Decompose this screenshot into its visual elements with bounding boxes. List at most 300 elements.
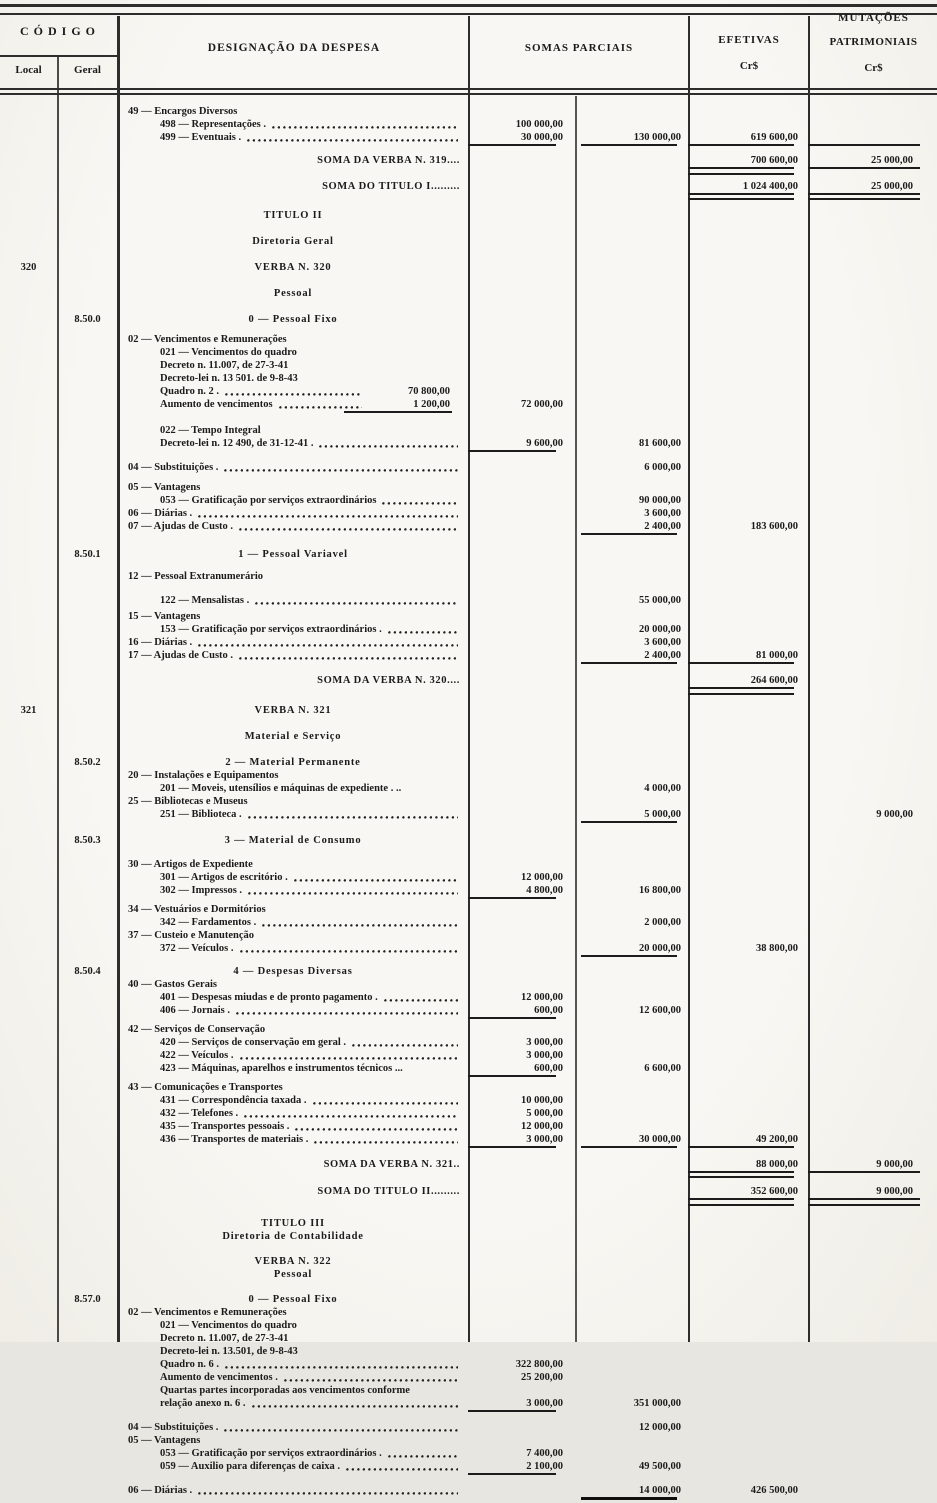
header-efetivas: EFETIVAS [718, 34, 780, 46]
table-row [0, 1133, 937, 1146]
spacer-row [0, 417, 937, 424]
somas-parciais-1-cell [468, 1075, 573, 1077]
designacao-cell [118, 438, 468, 450]
designacao-cell [118, 637, 468, 649]
row-label: 436 — Transportes de materiais . [160, 1133, 309, 1145]
designacao-cell [118, 1005, 468, 1017]
mutacoes-cell: 9 000,00 [876, 1186, 913, 1197]
designacao-cell: SOMA DA VERBA N. 321.. [323, 1158, 460, 1170]
designacao-cell: Diretoria Geral [252, 236, 334, 247]
amount-underline [344, 411, 452, 413]
designacao-cell [118, 796, 468, 808]
designacao-cell [118, 106, 468, 118]
row-label: Aumento de vencimentos . [160, 1371, 278, 1383]
somas-parciais-2-cell: 3 600,00 [644, 508, 681, 519]
designacao-cell: SOMA DA VERBA N. 319.... [317, 155, 460, 166]
table-row [0, 372, 937, 385]
row-label: 25 — Bibliotecas e Museus [128, 795, 248, 807]
table-row [0, 287, 937, 300]
table-row [0, 1268, 937, 1281]
efetivas-cell [688, 193, 808, 201]
designacao-cell [118, 979, 468, 991]
designacao-cell [118, 611, 468, 623]
designacao-cell [118, 571, 468, 583]
amount-underline [688, 1171, 794, 1179]
header-mutacoes-currency: Cr$ [864, 62, 883, 74]
row-label: Decreto-lei n. 13.501, de 9-8-43 [160, 1345, 298, 1357]
designacao-cell [118, 1333, 468, 1345]
somas-parciais-1-cell [468, 450, 573, 452]
designacao-cell [118, 872, 468, 884]
amount-underline [468, 1473, 556, 1475]
table-row [0, 782, 937, 795]
designacao-cell: Diretoria de Contabilidade [222, 1230, 364, 1242]
row-label: 435 — Transportes pessoais . [160, 1120, 290, 1132]
designacao-cell [118, 904, 468, 916]
designacao-cell [118, 1082, 468, 1094]
mutacoes-cell [808, 167, 937, 169]
designacao-cell [118, 943, 468, 955]
rule-row [0, 687, 937, 695]
designacao-cell [118, 482, 468, 494]
amount-underline [808, 193, 920, 201]
somas-parciais-1-cell: 30 000,00 [521, 132, 563, 143]
designacao-cell [118, 521, 468, 533]
designacao-cell [118, 1307, 468, 1319]
row-label: 20 — Instalações e Equipamentos [128, 769, 279, 781]
amount-underline [808, 1171, 920, 1173]
somas-parciais-2-cell: 20 000,00 [639, 942, 681, 954]
table-row [0, 871, 937, 884]
somas-parciais-1-cell: 2 100,00 [526, 1460, 563, 1472]
designacao-cell [118, 1346, 468, 1358]
row-label: 053 — Gratificação por serviços extraordinários . [160, 1447, 382, 1459]
table-row [0, 991, 937, 1004]
spacer-row [0, 539, 937, 548]
row-label: 02 — Vencimentos e Remunerações [128, 334, 287, 345]
somas-parciais-1-cell: 322 800,00 [515, 1358, 563, 1370]
row-label: 34 — Vestuários e Dormitórios [128, 903, 266, 915]
row-label: Decreto-lei n. 13 501. de 9-8-43 [160, 373, 298, 384]
somas-parciais-1-cell: 100 000,00 [515, 119, 563, 130]
row-label: 40 — Gastos Gerais [128, 978, 217, 990]
table-row [0, 1185, 937, 1198]
designacao-cell [118, 1485, 468, 1497]
somas-parciais-1-cell: 600,00 [534, 1004, 563, 1016]
designacao-cell [118, 650, 468, 662]
efetivas-cell: 1 024 400,00 [742, 180, 798, 192]
somas-parciais-2-cell [573, 955, 688, 957]
somas-parciais-1-cell [468, 1473, 573, 1475]
spacer-row [0, 1243, 937, 1255]
somas-parciais-2-cell: 4 000,00 [644, 782, 681, 794]
designacao-cell [118, 595, 468, 607]
designacao-cell [118, 1448, 468, 1460]
somas-parciais-2-cell: 20 000,00 [639, 624, 681, 635]
designacao-cell [118, 360, 468, 372]
somas-parciais-2-cell: 6 000,00 [644, 462, 681, 473]
amount-underline [581, 1497, 677, 1500]
row-label: 06 — Diárias . [128, 1484, 193, 1496]
designacao-cell [118, 930, 468, 942]
designacao-cell [118, 1320, 468, 1332]
table-row [0, 481, 937, 494]
table-row [0, 105, 937, 118]
designacao-cell: TITULO II [263, 210, 323, 221]
somas-parciais-1-cell: 9 600,00 [526, 438, 563, 449]
somas-parciais-2-cell [573, 821, 688, 823]
mutacoes-cell: 25 000,00 [871, 180, 913, 192]
spacer-row [0, 1178, 937, 1185]
table-row [0, 424, 937, 437]
table-row [0, 520, 937, 533]
designacao-cell [118, 132, 468, 144]
amount-underline [468, 1146, 556, 1148]
spacer-row [0, 300, 937, 313]
table-row [0, 942, 937, 955]
designacao-cell: 1 — Pessoal Variavel [238, 549, 348, 560]
row-label: 053 — Gratificação por serviços extraordinários [160, 495, 377, 506]
designacao-cell [118, 1359, 468, 1371]
table-row [0, 769, 937, 782]
row-label: 423 — Máquinas, aparelhos e instrumentos técnicos ... [160, 1062, 403, 1074]
somas-parciais-1-cell: 3 000,00 [526, 1049, 563, 1061]
code-geral-cell: 8.50.0 [74, 314, 101, 325]
table-row [0, 610, 937, 623]
designacao-cell [118, 119, 468, 131]
somas-parciais-2-cell: 6 600,00 [644, 1062, 681, 1074]
designacao-cell [118, 1063, 468, 1075]
designacao-cell: VERBA N. 322 [254, 1255, 332, 1267]
table-row [0, 649, 937, 662]
row-label: 17 — Ajudas de Custo . [128, 650, 234, 661]
amount-underline [581, 1146, 677, 1148]
table-row [0, 1319, 937, 1332]
row-label: 372 — Veículos . [160, 942, 234, 954]
rule-row [0, 1171, 937, 1179]
somas-parciais-1-cell [468, 897, 573, 899]
table-row [0, 1332, 937, 1345]
amount-underline [808, 1198, 920, 1206]
designacao-cell [118, 1385, 468, 1397]
header-local: Local [15, 64, 42, 76]
somas-parciais-2-cell [573, 1146, 688, 1148]
designacao-cell [118, 1108, 468, 1120]
table-row [0, 1036, 937, 1049]
row-label: Decreto n. 11.007, de 27-3-41 [160, 360, 289, 371]
somas-parciais-2-cell: 14 000,00 [639, 1484, 681, 1496]
efetivas-cell: 352 600,00 [750, 1186, 798, 1197]
designacao-cell [118, 770, 468, 782]
dot-leader [388, 1455, 458, 1458]
row-label: 43 — Comunicações e Transportes [128, 1081, 283, 1093]
row-label: Aumento de vencimentos [160, 399, 273, 410]
table-row [0, 333, 937, 346]
designacao-cell [118, 992, 468, 1004]
table-row [0, 1447, 937, 1460]
table-row [0, 235, 937, 248]
amount-underline [688, 144, 794, 146]
efetivas-cell: 183 600,00 [750, 521, 798, 532]
designacao-cell [118, 373, 468, 385]
designacao-cell [118, 1422, 468, 1434]
code-local-cell: 320 [20, 262, 37, 273]
somas-parciais-2-cell [573, 144, 688, 146]
designacao-cell [118, 783, 468, 795]
somas-parciais-2-cell: 12 000,00 [639, 1421, 681, 1433]
table-row [0, 1023, 937, 1036]
somas-parciais-1-cell: 3 000,00 [526, 1133, 563, 1145]
somas-parciais-2-cell: 12 600,00 [639, 1004, 681, 1016]
row-label: 021 — Vencimentos do quadro [160, 1319, 297, 1331]
header-mutacoes-patrimoniais: PATRIMONIAIS [829, 36, 918, 48]
amount-underline [581, 533, 677, 535]
row-label: 122 — Mensalistas . [160, 595, 250, 606]
designacao-cell [118, 1461, 468, 1473]
amount-underline [581, 821, 677, 823]
rule-row [0, 167, 937, 175]
header-somas-parciais: SOMAS PARCIAIS [524, 42, 634, 54]
table-row [0, 978, 937, 991]
table-row [0, 834, 937, 847]
amount-underline [688, 1198, 794, 1206]
table-row [0, 118, 937, 131]
designacao-cell: VERBA N. 321 [254, 704, 332, 716]
table-row [0, 1384, 937, 1397]
table-row [0, 1345, 937, 1358]
dot-leader [384, 999, 458, 1002]
dot-leader [247, 139, 458, 142]
designacao-cell: VERBA N. 320 [254, 262, 332, 273]
table-row [0, 398, 937, 411]
row-label: Quadro n. 6 . [160, 1358, 220, 1370]
row-label: 12 — Pessoal Extranumerário [128, 571, 264, 582]
somas-parciais-1-cell: 5 000,00 [526, 1107, 563, 1119]
efetivas-cell [688, 687, 808, 695]
row-label: 420 — Serviços de conservação em geral . [160, 1036, 347, 1048]
dot-leader [224, 1429, 458, 1432]
table-row [0, 1460, 937, 1473]
designacao-cell: TITULO III [261, 1217, 325, 1229]
designacao-cell [118, 1372, 468, 1384]
spacer-row [0, 474, 937, 481]
table-row [0, 1049, 937, 1062]
efetivas-cell [688, 167, 808, 175]
table-row [0, 808, 937, 821]
row-label: 302 — Impressos . [160, 884, 243, 896]
designacao-cell: SOMA DA VERBA N. 320.... [317, 675, 460, 686]
somas-parciais-1-cell [468, 144, 573, 146]
efetivas-cell [688, 662, 808, 664]
efetivas-cell: 38 800,00 [756, 942, 798, 954]
somas-parciais-2-cell: 90 000,00 [639, 495, 681, 506]
dot-leader [319, 445, 458, 448]
dot-leader [239, 528, 458, 531]
amount-underline [468, 450, 556, 452]
designacao-cell [118, 399, 468, 411]
table-row [0, 730, 937, 743]
row-label: 201 — Moveis, utensílios e máquinas de expediente . .. [160, 782, 402, 794]
somas-parciais-2-cell: 130 000,00 [633, 132, 681, 143]
table-row [0, 623, 937, 636]
somas-parciais-1-cell: 12 000,00 [521, 991, 563, 1003]
spacer-row [0, 200, 937, 209]
somas-parciais-1-cell: 3 000,00 [526, 1036, 563, 1048]
mutacoes-cell [808, 144, 937, 146]
row-label: Quadro n. 2 . [160, 386, 220, 397]
mutacoes-cell [808, 1198, 937, 1206]
designacao-cell [118, 411, 468, 413]
efetivas-cell: 619 600,00 [750, 132, 798, 143]
codigo-underline [0, 55, 118, 57]
table-row [0, 507, 937, 520]
designacao-cell [118, 462, 468, 474]
amount-underline [468, 1075, 556, 1077]
table-row [0, 313, 937, 326]
amount-underline [581, 955, 677, 957]
dot-leader [262, 924, 458, 927]
amount-underline [581, 662, 677, 664]
table-row [0, 674, 937, 687]
row-label: 059 — Auxilio para diferenças de caixa . [160, 1460, 341, 1472]
spacer-row [0, 561, 937, 570]
table-row [0, 756, 937, 769]
dot-leader [255, 602, 458, 605]
somas-parciais-1-cell: 10 000,00 [521, 1094, 563, 1106]
rule-row [0, 193, 937, 201]
somas-parciais-1-cell: 7 400,00 [526, 1447, 563, 1459]
somas-parciais-2-cell: 30 000,00 [639, 1133, 681, 1145]
table-row [0, 261, 937, 274]
designacao-cell: Material e Serviço [244, 730, 342, 742]
spacer-row [0, 248, 937, 261]
mutacoes-cell [808, 1171, 937, 1173]
amount-underline [688, 167, 794, 175]
spacer-row [0, 695, 937, 704]
designacao-cell [118, 885, 468, 897]
header-codigo: CÓDIGO [19, 24, 100, 38]
table-row [0, 131, 937, 144]
somas-parciais-2-cell [573, 533, 688, 535]
dot-leader [279, 406, 362, 409]
row-label: relação anexo n. 6 . [160, 1397, 246, 1409]
somas-parciais-2-cell: 16 800,00 [639, 884, 681, 896]
row-label: 499 — Eventuais . [160, 132, 242, 143]
spacer-row [0, 1206, 937, 1217]
somas-parciais-2-cell: 3 600,00 [644, 637, 681, 648]
designacao-cell: 2 — Material Permanente [225, 756, 361, 768]
spacer-row [0, 222, 937, 235]
table-row [0, 858, 937, 871]
designacao-cell: 0 — Pessoal Fixo [248, 1293, 338, 1305]
row-label: 30 — Artigos de Expediente [128, 858, 253, 870]
code-geral-cell: 8.57.0 [74, 1293, 101, 1305]
table-row [0, 1120, 937, 1133]
efetivas-cell [688, 1198, 808, 1206]
row-label: 406 — Jornais . [160, 1004, 231, 1016]
row-label: 153 — Gratificação por serviços extraordinários . [160, 624, 382, 635]
dot-leader [240, 1057, 458, 1060]
table-row [0, 461, 937, 474]
table-row [0, 1230, 937, 1243]
somas-parciais-1-cell: 25 200,00 [521, 1371, 563, 1383]
designacao-cell: Pessoal [273, 288, 313, 299]
amount-underline [688, 193, 794, 201]
dot-leader [272, 126, 458, 129]
table-row [0, 1358, 937, 1371]
row-label: 02 — Vencimentos e Remunerações [128, 1306, 287, 1318]
table-row [0, 1421, 937, 1434]
somas-parciais-1-cell: 72 000,00 [521, 399, 563, 410]
code-geral-cell: 8.50.3 [74, 834, 101, 846]
somas-parciais-2-cell: 2 400,00 [644, 521, 681, 532]
amount-underline [581, 144, 677, 146]
mutacoes-cell: 25 000,00 [871, 155, 913, 166]
table-row [0, 1062, 937, 1075]
efetivas-cell [688, 1171, 808, 1179]
table-row [0, 359, 937, 372]
header-geral: Geral [74, 64, 101, 76]
dot-leader [294, 879, 458, 882]
dot-leader [198, 515, 458, 518]
row-label: 16 — Diárias . [128, 637, 193, 648]
row-label: 342 — Fardamentos . [160, 916, 257, 928]
code-local-cell: 321 [20, 704, 37, 716]
row-label: 401 — Despesas miudas e de pronto pagamento . [160, 991, 378, 1003]
dot-leader [313, 1102, 458, 1105]
designacao-cell: 0 — Pessoal Fixo [248, 314, 338, 325]
somas-parciais-2-cell [573, 1497, 688, 1500]
designacao-cell [118, 347, 468, 359]
mutacoes-cell: 9 000,00 [876, 1158, 913, 1170]
designacao-cell [118, 1024, 468, 1036]
designacao-cell [118, 386, 468, 398]
amount-underline [808, 144, 920, 146]
somas-parciais-1-cell: 12 000,00 [521, 1120, 563, 1132]
spacer-row [0, 326, 937, 333]
designacao-cell [118, 1134, 468, 1146]
table-row [0, 1004, 937, 1017]
table-row [0, 1094, 937, 1107]
row-label: 432 — Telefones . [160, 1107, 239, 1119]
somas-parciais-2-cell: 49 500,00 [639, 1460, 681, 1472]
somas-parciais-2-cell: 2 000,00 [644, 916, 681, 928]
rule-row [0, 1497, 937, 1503]
row-label: 251 — Biblioteca . [160, 808, 242, 820]
row-label: 42 — Serviços de Conservação [128, 1023, 266, 1035]
somas-parciais-1-cell [468, 1146, 573, 1148]
table-row [0, 1371, 937, 1384]
dot-leader [314, 1141, 458, 1144]
row-label: 05 — Vantagens [128, 482, 201, 493]
dot-leader [244, 1115, 458, 1118]
spacer-row [0, 274, 937, 287]
designacao-cell [118, 334, 468, 346]
spacer-row [0, 827, 937, 834]
inner-amount: 70 800,00 [408, 386, 450, 397]
designacao-cell: SOMA DO TITULO I......... [322, 180, 460, 192]
table-row [0, 965, 937, 978]
row-label: 49 — Encargos Diversos [128, 106, 238, 117]
somas-parciais-2-cell: 81 600,00 [639, 438, 681, 449]
row-label: 07 — Ajudas de Custo . [128, 521, 234, 532]
designacao-cell [118, 1095, 468, 1107]
dot-leader [248, 892, 458, 895]
somas-parciais-1-cell: 600,00 [534, 1062, 563, 1074]
somas-parciais-1-cell: 4 800,00 [526, 884, 563, 896]
dot-leader [239, 657, 458, 660]
header-mutacoes: MUTAÇÕES [838, 12, 909, 24]
